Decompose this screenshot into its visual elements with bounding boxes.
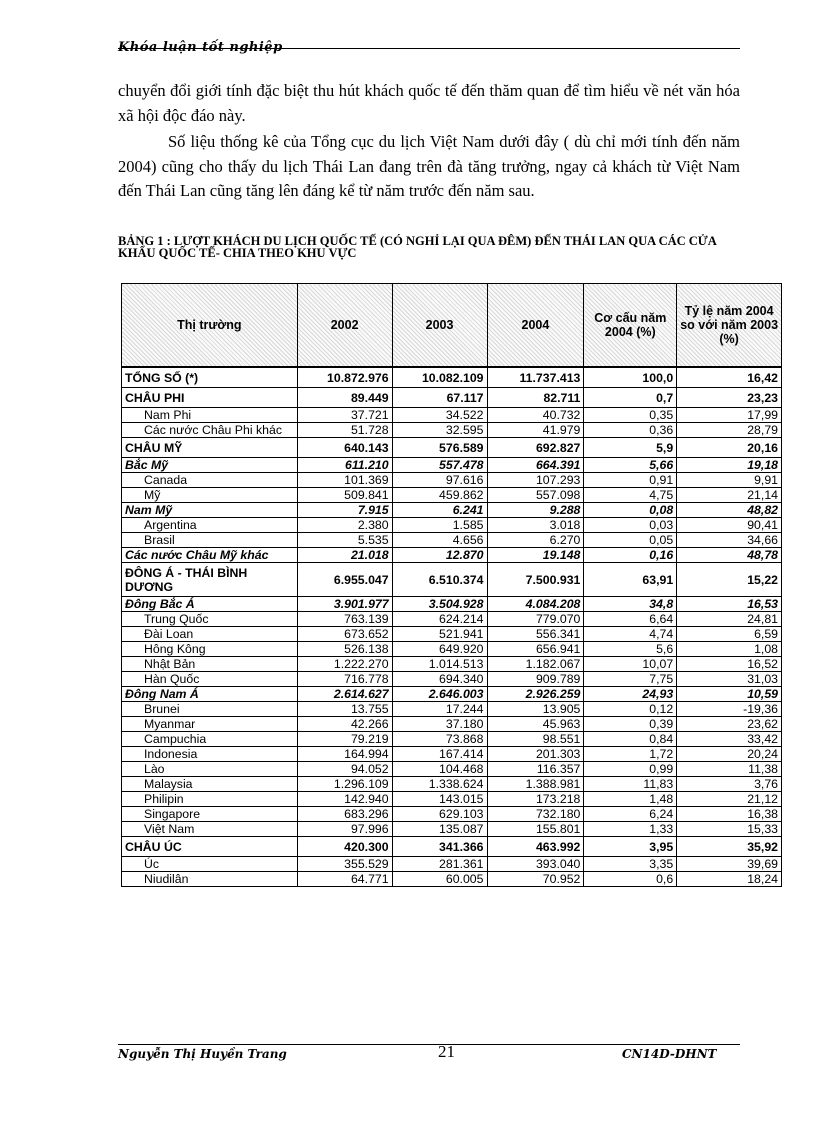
value-cell: 0,36	[584, 423, 677, 438]
value-cell: 13.905	[487, 702, 584, 717]
value-cell: 3,76	[677, 777, 782, 792]
value-cell: 393.040	[487, 857, 584, 872]
value-cell: 3.901.977	[297, 597, 392, 612]
value-cell: 142.940	[297, 792, 392, 807]
value-cell: 16,38	[677, 807, 782, 822]
table-row	[122, 423, 782, 438]
value-cell: 4.084.208	[487, 597, 584, 612]
table-row	[122, 807, 782, 822]
value-cell: 24,93	[584, 687, 677, 702]
header-structure-2004: Cơ cấu năm 2004 (%)	[584, 284, 677, 368]
market-cell: Lào	[122, 762, 298, 777]
value-cell: 45.963	[487, 717, 584, 732]
market-cell: Campuchia	[122, 732, 298, 747]
table-row	[122, 563, 782, 597]
value-cell: 1,33	[584, 822, 677, 837]
table-row	[122, 837, 782, 857]
table-row	[122, 672, 782, 687]
value-cell: 143.015	[392, 792, 487, 807]
value-cell: 4,74	[584, 627, 677, 642]
value-cell: 1,48	[584, 792, 677, 807]
value-cell: -19,36	[677, 702, 782, 717]
value-cell: 6.241	[392, 503, 487, 518]
value-cell: 656.941	[487, 642, 584, 657]
value-cell: 526.138	[297, 642, 392, 657]
market-cell: Việt Nam	[122, 822, 298, 837]
value-cell: 5,66	[584, 458, 677, 473]
table-row	[122, 747, 782, 762]
value-cell: 5,9	[584, 438, 677, 458]
value-cell: 0,7	[584, 388, 677, 408]
value-cell: 98.551	[487, 732, 584, 747]
value-cell: 3.504.928	[392, 597, 487, 612]
value-cell: 64.771	[297, 872, 392, 887]
value-cell: 0,91	[584, 473, 677, 488]
value-cell: 34.522	[392, 408, 487, 423]
value-cell: 0,08	[584, 503, 677, 518]
table-title: BẢNG 1 : LƯỢT KHÁCH DU LỊCH QUỐC TẾ (CÓ NGHỈ LẠI QUA ĐÊM) ĐẾN THÁI LAN QUA CÁC CỬA KHẨU QUỐC TẾ- CHIA THEO KHU VỰC	[118, 234, 717, 260]
value-cell: 341.366	[392, 837, 487, 857]
value-cell: 9.288	[487, 503, 584, 518]
header-ratio-2004-2003: Tỷ lệ năm 2004 so với năm 2003 (%)	[677, 284, 782, 368]
value-cell: 909.789	[487, 672, 584, 687]
table-row	[122, 438, 782, 458]
value-cell: 51.728	[297, 423, 392, 438]
value-cell: 10,59	[677, 687, 782, 702]
market-cell: Niudilân	[122, 872, 298, 887]
table-row	[122, 533, 782, 548]
value-cell: 1,72	[584, 747, 677, 762]
value-cell: 155.801	[487, 822, 584, 837]
market-cell: Myanmar	[122, 717, 298, 732]
market-cell: Các nước Châu Phi khác	[122, 423, 298, 438]
value-cell: 31,03	[677, 672, 782, 687]
value-cell: 10,07	[584, 657, 677, 672]
value-cell: 24,81	[677, 612, 782, 627]
value-cell: 37.180	[392, 717, 487, 732]
value-cell: 2.646.003	[392, 687, 487, 702]
value-cell: 1.182.067	[487, 657, 584, 672]
value-cell: 167.414	[392, 747, 487, 762]
value-cell: 16,42	[677, 367, 782, 388]
market-cell: TỔNG SỐ (*)	[122, 367, 298, 388]
value-cell: 683.296	[297, 807, 392, 822]
table-row	[122, 612, 782, 627]
value-cell: 15,22	[677, 563, 782, 597]
value-cell: 6.510.374	[392, 563, 487, 597]
market-cell: Đông Bắc Á	[122, 597, 298, 612]
value-cell: 42.266	[297, 717, 392, 732]
tourism-table	[121, 283, 782, 887]
market-cell: Nam Phi	[122, 408, 298, 423]
value-cell: 557.478	[392, 458, 487, 473]
market-cell: Bắc Mỹ	[122, 458, 298, 473]
value-cell: 692.827	[487, 438, 584, 458]
value-cell: 6,64	[584, 612, 677, 627]
value-cell: 0,03	[584, 518, 677, 533]
value-cell: 576.589	[392, 438, 487, 458]
value-cell: 164.994	[297, 747, 392, 762]
value-cell: 6,24	[584, 807, 677, 822]
value-cell: 1.338.624	[392, 777, 487, 792]
table-row	[122, 687, 782, 702]
market-cell: ĐÔNG Á - THÁI BÌNH DƯƠNG	[122, 563, 298, 597]
value-cell: 420.300	[297, 837, 392, 857]
table-row	[122, 408, 782, 423]
value-cell: 21.018	[297, 548, 392, 563]
value-cell: 5,6	[584, 642, 677, 657]
paragraph-1: chuyển đổi giới tính đặc biệt thu hút khách quốc tế đến thăm quan để tìm hiểu về nét văn hóa xã hội độc đáo này.	[118, 81, 740, 125]
value-cell: 23,62	[677, 717, 782, 732]
value-cell: 82.711	[487, 388, 584, 408]
table-row	[122, 642, 782, 657]
value-cell: 48,78	[677, 548, 782, 563]
value-cell: 649.920	[392, 642, 487, 657]
value-cell: 33,42	[677, 732, 782, 747]
value-cell: 694.340	[392, 672, 487, 687]
value-cell: 355.529	[297, 857, 392, 872]
value-cell: 779.070	[487, 612, 584, 627]
value-cell: 10.082.109	[392, 367, 487, 388]
value-cell: 1.296.109	[297, 777, 392, 792]
market-cell: Đông Nam Á	[122, 687, 298, 702]
value-cell: 1.585	[392, 518, 487, 533]
value-cell: 101.369	[297, 473, 392, 488]
header-2003: 2003	[392, 284, 487, 368]
table-row	[122, 627, 782, 642]
table-row	[122, 822, 782, 837]
market-cell: Brunei	[122, 702, 298, 717]
value-cell: 6.270	[487, 533, 584, 548]
table-row	[122, 857, 782, 872]
value-cell: 640.143	[297, 438, 392, 458]
value-cell: 11.737.413	[487, 367, 584, 388]
value-cell: 0,05	[584, 533, 677, 548]
value-cell: 63,91	[584, 563, 677, 597]
header-rule	[118, 48, 740, 49]
value-cell: 173.218	[487, 792, 584, 807]
value-cell: 4.656	[392, 533, 487, 548]
table-row	[122, 367, 782, 388]
value-cell: 15,33	[677, 822, 782, 837]
value-cell: 32.595	[392, 423, 487, 438]
value-cell: 716.778	[297, 672, 392, 687]
value-cell: 557.098	[487, 488, 584, 503]
value-cell: 7.915	[297, 503, 392, 518]
value-cell: 18,24	[677, 872, 782, 887]
value-cell: 629.103	[392, 807, 487, 822]
value-cell: 28,79	[677, 423, 782, 438]
value-cell: 97.996	[297, 822, 392, 837]
value-cell: 2.926.259	[487, 687, 584, 702]
table-row	[122, 503, 782, 518]
value-cell: 35,92	[677, 837, 782, 857]
value-cell: 11,38	[677, 762, 782, 777]
market-cell: Singapore	[122, 807, 298, 822]
table-row	[122, 732, 782, 747]
value-cell: 0,35	[584, 408, 677, 423]
footer-page-number: 21	[438, 1042, 455, 1061]
value-cell: 20,16	[677, 438, 782, 458]
value-cell: 12.870	[392, 548, 487, 563]
market-cell: Malaysia	[122, 777, 298, 792]
value-cell: 763.139	[297, 612, 392, 627]
value-cell: 116.357	[487, 762, 584, 777]
value-cell: 37.721	[297, 408, 392, 423]
value-cell: 104.468	[392, 762, 487, 777]
table-row	[122, 388, 782, 408]
value-cell: 70.952	[487, 872, 584, 887]
table-body	[122, 367, 782, 887]
header-market: Thị trường	[122, 284, 298, 368]
market-cell: CHÂU MỸ	[122, 438, 298, 458]
value-cell: 40.732	[487, 408, 584, 423]
value-cell: 97.616	[392, 473, 487, 488]
footer-rule	[118, 1044, 740, 1045]
value-cell: 19,18	[677, 458, 782, 473]
value-cell: 89.449	[297, 388, 392, 408]
table-row	[122, 702, 782, 717]
value-cell: 201.303	[487, 747, 584, 762]
table-row	[122, 473, 782, 488]
value-cell: 19.148	[487, 548, 584, 563]
table-row	[122, 518, 782, 533]
value-cell: 90,41	[677, 518, 782, 533]
value-cell: 624.214	[392, 612, 487, 627]
market-cell: Đài Loan	[122, 627, 298, 642]
table-row	[122, 488, 782, 503]
value-cell: 673.652	[297, 627, 392, 642]
value-cell: 1,08	[677, 642, 782, 657]
value-cell: 10.872.976	[297, 367, 392, 388]
table-row	[122, 872, 782, 887]
table-row	[122, 548, 782, 563]
table-row	[122, 792, 782, 807]
value-cell: 0,84	[584, 732, 677, 747]
market-cell: Philipin	[122, 792, 298, 807]
value-cell: 281.361	[392, 857, 487, 872]
market-cell: CHÂU PHI	[122, 388, 298, 408]
value-cell: 79.219	[297, 732, 392, 747]
page-header: Khóa luận tốt nghiệp	[118, 40, 283, 55]
market-cell: Hông Kông	[122, 642, 298, 657]
footer-author: Nguyễn Thị Huyền Trang	[118, 1047, 287, 1061]
value-cell: 13.755	[297, 702, 392, 717]
value-cell: 521.941	[392, 627, 487, 642]
market-cell: CHÂU ÚC	[122, 837, 298, 857]
value-cell: 23,23	[677, 388, 782, 408]
footer-class-code: CN14D-DHNT	[622, 1047, 717, 1061]
value-cell: 41.979	[487, 423, 584, 438]
value-cell: 73.868	[392, 732, 487, 747]
market-cell: Nhật Bản	[122, 657, 298, 672]
value-cell: 0,6	[584, 872, 677, 887]
value-cell: 20,24	[677, 747, 782, 762]
market-cell: Hàn Quốc	[122, 672, 298, 687]
value-cell: 732.180	[487, 807, 584, 822]
value-cell: 34,8	[584, 597, 677, 612]
value-cell: 4,75	[584, 488, 677, 503]
value-cell: 7.500.931	[487, 563, 584, 597]
value-cell: 21,12	[677, 792, 782, 807]
market-cell: Argentina	[122, 518, 298, 533]
value-cell: 2.614.627	[297, 687, 392, 702]
market-cell: Brasil	[122, 533, 298, 548]
value-cell: 39,69	[677, 857, 782, 872]
market-cell: Các nước Châu Mỹ khác	[122, 548, 298, 563]
value-cell: 0,39	[584, 717, 677, 732]
value-cell: 1.388.981	[487, 777, 584, 792]
table-row	[122, 657, 782, 672]
value-cell: 60.005	[392, 872, 487, 887]
value-cell: 611.210	[297, 458, 392, 473]
value-cell: 67.117	[392, 388, 487, 408]
value-cell: 664.391	[487, 458, 584, 473]
market-cell: Trung Quốc	[122, 612, 298, 627]
value-cell: 94.052	[297, 762, 392, 777]
value-cell: 7,75	[584, 672, 677, 687]
value-cell: 48,82	[677, 503, 782, 518]
value-cell: 21,14	[677, 488, 782, 503]
value-cell: 17,99	[677, 408, 782, 423]
value-cell: 135.087	[392, 822, 487, 837]
table-header-row	[122, 284, 782, 368]
value-cell: 11,83	[584, 777, 677, 792]
value-cell: 9,91	[677, 473, 782, 488]
value-cell: 34,66	[677, 533, 782, 548]
value-cell: 1.014.513	[392, 657, 487, 672]
market-cell: Mỹ	[122, 488, 298, 503]
value-cell: 556.341	[487, 627, 584, 642]
market-cell: Úc	[122, 857, 298, 872]
table-row	[122, 717, 782, 732]
value-cell: 1.222.270	[297, 657, 392, 672]
market-cell: Nam Mỹ	[122, 503, 298, 518]
market-cell: Canada	[122, 473, 298, 488]
value-cell: 0,16	[584, 548, 677, 563]
table-row	[122, 458, 782, 473]
header-2002: 2002	[297, 284, 392, 368]
value-cell: 3,95	[584, 837, 677, 857]
table-row	[122, 777, 782, 792]
value-cell: 100,0	[584, 367, 677, 388]
value-cell: 6.955.047	[297, 563, 392, 597]
value-cell: 16,53	[677, 597, 782, 612]
value-cell: 2.380	[297, 518, 392, 533]
value-cell: 6,59	[677, 627, 782, 642]
value-cell: 107.293	[487, 473, 584, 488]
header-2004: 2004	[487, 284, 584, 368]
value-cell: 16,52	[677, 657, 782, 672]
table-row	[122, 597, 782, 612]
value-cell: 0,12	[584, 702, 677, 717]
paragraph-2: Số liệu thống kê của Tổng cục du lịch Việt Nam dưới đây ( dù chỉ mới tính đến năm 2004) cũng cho thấy du lịch Thái Lan đang trên đà tăng trưởng, ngay cả khách từ Việt Nam đến Thái Lan cũng tăng lên đáng kể từ năm trước đến năm sau.	[118, 132, 740, 200]
value-cell: 3.018	[487, 518, 584, 533]
value-cell: 0,99	[584, 762, 677, 777]
value-cell: 5.535	[297, 533, 392, 548]
value-cell: 17.244	[392, 702, 487, 717]
value-cell: 509.841	[297, 488, 392, 503]
value-cell: 463.992	[487, 837, 584, 857]
value-cell: 3,35	[584, 857, 677, 872]
market-cell: Indonesia	[122, 747, 298, 762]
table-row	[122, 762, 782, 777]
value-cell: 459.862	[392, 488, 487, 503]
